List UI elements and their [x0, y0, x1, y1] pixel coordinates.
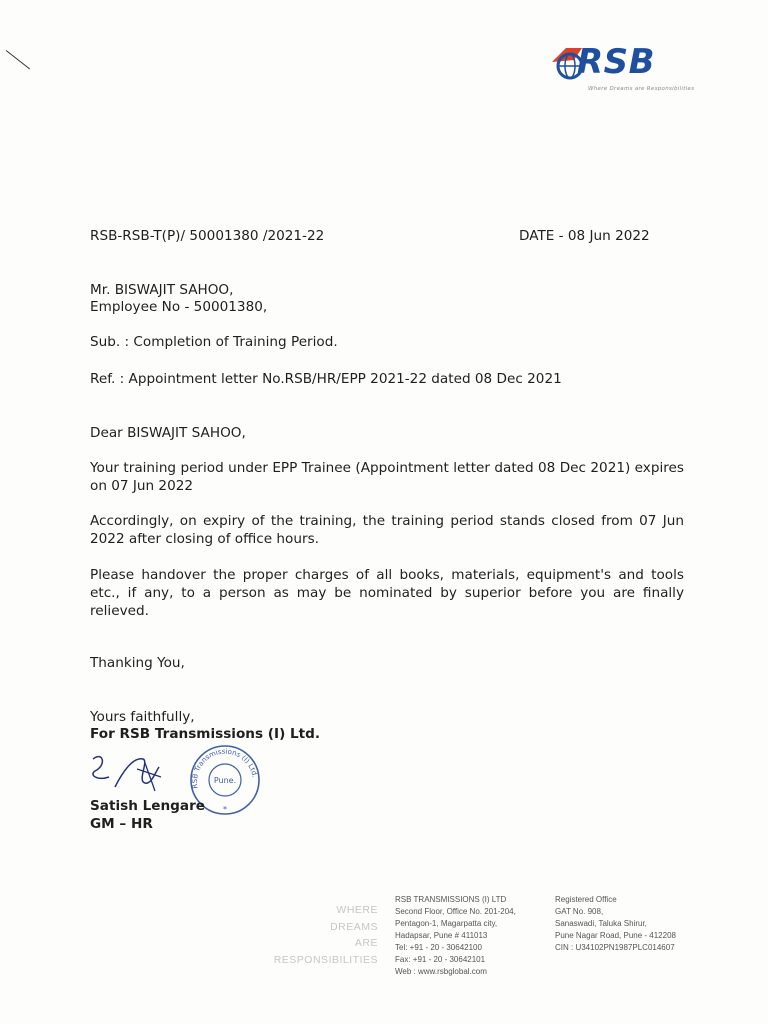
signatory-title: GM – HR	[90, 816, 153, 832]
footer-tagline-line: DREAMS	[330, 920, 378, 933]
salutation: Dear BISWAJIT SAHOO,	[90, 425, 246, 441]
footer-tagline-line: ARE	[354, 937, 378, 949]
company-line: For RSB Transmissions (I) Ltd.	[90, 726, 321, 742]
logo-tagline: Where Dreams are Responsibilities	[588, 86, 695, 92]
stamp-inner-text: Pune.	[213, 776, 237, 785]
footer-tagline	[266, 902, 378, 968]
footer-address-line: Fax: +91 - 20 - 30642101	[395, 955, 486, 964]
closing-line: Yours faithfully,	[90, 709, 195, 725]
stamp-outer-text: RSB Transmissions (I) Ltd.	[190, 747, 259, 790]
footer-registered-line: Registered Office	[555, 895, 617, 904]
footer-tagline-line: RESPONSIBILITIES	[273, 953, 378, 966]
footer-address-line: RSB TRANSMISSIONS (I) LTD	[395, 895, 507, 904]
footer-tagline-line: WHERE	[336, 904, 378, 916]
reference-line: Ref. : Appointment letter No.RSB/HR/EPP 2021-22 dated 08 Dec 2021	[90, 371, 562, 387]
employee-number: Employee No - 50001380,	[90, 299, 268, 315]
subject-line: Sub. : Completion of Training Period.	[90, 334, 338, 350]
logo-text: RSB	[577, 42, 656, 82]
paragraph-training-period: Your training period under EPP Trainee (Appointment letter dated 08 Dec 2021) expires on 07 Jun 2022	[90, 460, 684, 494]
footer-registered-office	[555, 894, 676, 954]
thanking-line: Thanking You,	[90, 655, 185, 671]
footer-registered-line: Sanaswadi, Taluka Shirur,	[555, 919, 647, 928]
footer-address-line: Tel: +91 - 20 - 30642100	[395, 943, 482, 952]
paragraph-closure: Accordingly, on expiry of the training, the training period stands closed from 07 Jun 2022 after closing of office hours.	[90, 513, 684, 547]
svg-text:*: *	[223, 805, 227, 814]
footer-registered-line: GAT No. 908,	[555, 907, 604, 916]
recipient-name: Mr. BISWAJIT SAHOO,	[90, 282, 234, 298]
footer-address-line: Hadapsar, Pune # 411013	[395, 931, 488, 940]
signatory-name: Satish Lengare	[90, 798, 206, 814]
reference-number: RSB-RSB-T(P)/ 50001380 /2021-22	[90, 228, 325, 244]
footer-address-line: Pentagon-1, Magarpatta city,	[395, 919, 498, 928]
footer-address-line: Second Floor, Office No. 201-204,	[395, 907, 516, 916]
footer-address	[395, 894, 516, 978]
footer-registered-line: Pune Nagar Road, Pune - 412208	[555, 931, 676, 940]
footer-address-line: Web : www.rsbglobal.com	[395, 967, 487, 976]
paragraph-handover: Please handover the proper charges of all books, materials, equipment's and tools etc., if any, to a person as may be nominated by superior before you are finally relieved.	[90, 567, 684, 619]
pencil-mark	[6, 50, 30, 70]
letter-date: DATE - 08 Jun 2022	[519, 228, 650, 244]
footer-registered-line: CIN : U34102PN1987PLC014607	[555, 943, 675, 952]
